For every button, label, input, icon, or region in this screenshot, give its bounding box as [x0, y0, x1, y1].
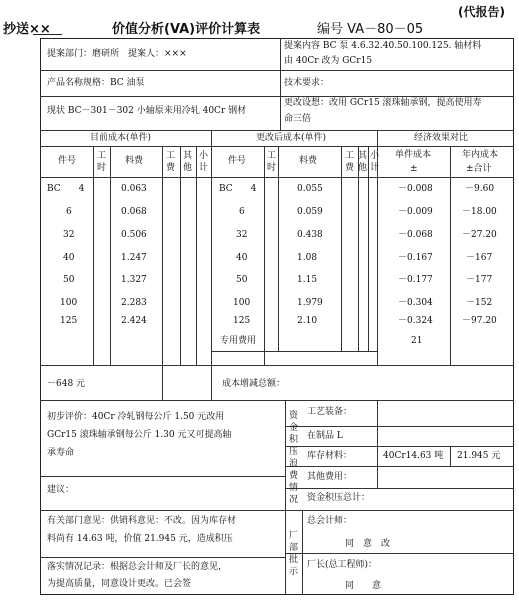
change-idea-line2: 命三倍: [284, 114, 312, 124]
part-before: 6: [66, 207, 72, 217]
part-after: 100: [233, 298, 251, 308]
form-frame: [40, 38, 514, 595]
director-label: 厂长(总工程师)：: [307, 560, 378, 570]
suggestion-label: 建议：: [47, 485, 75, 495]
material-after: 2.10: [297, 316, 318, 326]
material-after: 1.08: [297, 253, 318, 263]
material-before: 1.327: [121, 275, 147, 285]
backlog-total: 资金积压总计：: [307, 493, 371, 503]
part-after: 125: [233, 316, 251, 326]
material-before: 2.424: [121, 316, 147, 326]
col-annual-pm: ±合计: [466, 164, 492, 174]
tech-requirements: 技术要求：: [284, 78, 330, 88]
econ-effect-header: 经济效果对比: [414, 133, 469, 143]
col-unit-pm: ±: [410, 164, 418, 174]
col-other-after: 其他: [357, 151, 367, 173]
annual-cost-delta: －167: [466, 253, 493, 263]
backlog-other-costs: 其他费用：: [307, 472, 353, 482]
backlog-tooling: 工艺装备：: [307, 407, 353, 417]
unit-cost-delta: －0.304: [398, 298, 433, 308]
col-other-before: 其他: [182, 151, 192, 173]
director-approval: 同 意: [345, 581, 382, 591]
part-after: 6: [239, 207, 245, 217]
special-cost-label: 专用费用: [220, 336, 257, 346]
implementation-line1: 落实情况记录：根据总会计师及厂长的意见，: [47, 562, 228, 572]
col-material-before: 料费: [125, 156, 144, 166]
proposal-content-line1: 提案内容 BC 泵 4.6.32.40.50.100.125. 轴材料: [284, 41, 482, 51]
part-before: 100: [60, 298, 78, 308]
col-labor-after: 工时: [266, 151, 276, 173]
after-cost-header: 更改后成本(单件): [256, 133, 327, 143]
product-spec: 产品名称规格：BC 油泵: [47, 78, 145, 88]
inventory-quantity: 40Cr14.63 吨: [383, 451, 444, 461]
dept-opinion-line2: 料尚有 14.63 吨，价值 21.945 元，造成积压: [47, 534, 233, 544]
col-unit-cost: 单件成本: [395, 150, 432, 160]
annual-cost-delta: －177: [466, 275, 493, 285]
col-sub-after: 小计: [369, 151, 379, 173]
part-before: 125: [60, 316, 78, 326]
proposal-content-line2: 由 40Cr 改为 GCr15: [284, 56, 373, 66]
material-after: 1.979: [297, 298, 323, 308]
material-after: 0.055: [297, 184, 323, 194]
part-after: 40: [236, 253, 248, 263]
special-cost-value: 21: [411, 336, 423, 346]
part-after: 32: [236, 230, 248, 240]
unit-cost-delta: －0.068: [398, 230, 433, 240]
unit-cost-delta: －0.009: [398, 207, 433, 217]
material-before: 2.283: [121, 298, 147, 308]
annual-cost-delta: －18.00: [462, 207, 497, 217]
dept-opinion-line1: 有关部门意见：供销科意见：不改。因为库存材: [47, 516, 237, 526]
current-status: 现状 BC－301－302 小轴原来用冷轧 40Cr 钢材: [47, 106, 247, 116]
report-note: (代报告): [458, 5, 505, 19]
inventory-value: 21.945 元: [457, 451, 501, 461]
part-after: BC 4: [219, 184, 257, 194]
cc-label: 抄送××: [3, 22, 51, 37]
col-work-after: 工费: [344, 151, 354, 173]
backlog-inventory: 库存材料：: [307, 451, 353, 461]
prelim-eval-line2: GCr15 滚珠轴承钢每公斤 1.30 元又可提高轴: [47, 430, 232, 440]
col-annual-cost: 年内成本: [462, 150, 499, 160]
col-sub-before: 小计: [198, 151, 208, 173]
before-cost-header: 目前成本(单件): [90, 133, 152, 143]
material-after: 1.15: [297, 275, 318, 285]
material-before: 0.068: [121, 207, 147, 217]
backlog-wip: 在制品 L: [307, 431, 343, 441]
annual-cost-delta: －27.20: [462, 230, 497, 240]
capital-backlog-side-label: 资金积压浪费情况: [288, 411, 298, 505]
page-title: 价值分析(VA)评价计算表: [112, 22, 261, 37]
col-material-after: 料费: [299, 156, 318, 166]
annual-cost-delta: －9.60: [465, 184, 495, 194]
material-after: 0.438: [297, 230, 323, 240]
form-number: 编号 VA－80－05: [317, 22, 424, 37]
chief-accountant-label: 总会计师：: [307, 516, 353, 526]
col-labor-before: 工时: [96, 151, 106, 173]
part-after: 50: [236, 275, 248, 285]
part-before: 50: [63, 275, 75, 285]
before-total: －648 元: [47, 379, 86, 389]
unit-cost-delta: －0.008: [398, 184, 433, 194]
annual-cost-delta: －152: [466, 298, 493, 308]
part-before: BC 4: [47, 184, 85, 194]
part-before: 40: [63, 253, 75, 263]
annual-cost-delta: －97.20: [462, 316, 497, 326]
material-before: 1.247: [121, 253, 147, 263]
prelim-eval-line1: 初步评价：40Cr 冷轧钢每公斤 1.50 元改用: [47, 412, 225, 422]
col-part-after: 件号: [228, 156, 247, 166]
unit-cost-delta: －0.324: [398, 316, 433, 326]
col-work-before: 工费: [165, 151, 175, 173]
accountant-approval: 同 意 改: [345, 539, 391, 549]
prelim-eval-line3: 承寿命: [47, 448, 75, 458]
material-before: 0.063: [121, 184, 147, 194]
material-before: 0.506: [121, 230, 147, 240]
col-part-before: 件号: [58, 156, 77, 166]
implementation-line2: 为提高质量，同意设计更改。已会签: [47, 579, 192, 589]
factory-approval-side-label: 厂部批示: [288, 531, 298, 577]
cc-underline: [33, 34, 62, 35]
part-before: 32: [63, 230, 75, 240]
material-after: 0.059: [297, 207, 323, 217]
change-idea-line1: 更改设想：改用 GCr15 滚珠轴承钢，提高使用寿: [284, 98, 482, 108]
proposal-dept: 提案部门：磨研所 提案人：×××: [47, 49, 187, 59]
cost-change-total-label: 成本增减总额：: [222, 379, 286, 389]
unit-cost-delta: －0.167: [398, 253, 433, 263]
unit-cost-delta: －0.177: [398, 275, 433, 285]
